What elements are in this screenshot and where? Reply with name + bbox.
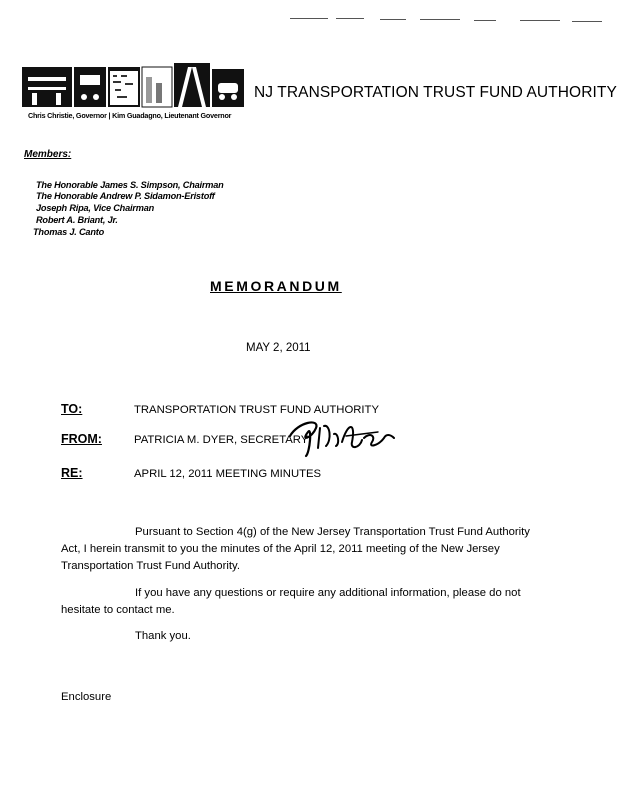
member-item: Joseph Ripa, Vice Chairman [36, 203, 155, 213]
org-name: NJ TRANSPORTATION TRUST FUND AUTHORITY [254, 84, 617, 101]
para1-line3: Transportation Trust Fund Authority. [61, 560, 240, 572]
memo-title: MEMORANDUM [210, 278, 342, 294]
signature [286, 412, 398, 458]
closing-text: Thank you. [135, 630, 191, 642]
member-item: Robert A. Briant, Jr. [36, 215, 118, 225]
signature-graphic [286, 412, 398, 458]
para2-line2: hesitate to contact me. [61, 604, 175, 616]
scan-artifact [474, 20, 496, 21]
logo-graphic [22, 63, 244, 109]
scan-artifact [572, 21, 602, 22]
from-value: PATRICIA M. DYER, SECRETARY [134, 434, 309, 446]
member-item: The Honorable James S. Simpson, Chairman [36, 180, 224, 190]
member-item: Thomas J. Canto [33, 227, 105, 237]
re-value: APRIL 12, 2011 MEETING MINUTES [134, 468, 322, 480]
scan-artifact [336, 18, 364, 19]
para2-line1: If you have any questions or require any additional information, please do not [135, 587, 521, 599]
authority-logo [22, 63, 244, 109]
para1-line2: Act, I herein transmit to you the minutes of the April 12, 2011 meeting of the New Jersey [61, 543, 500, 555]
scan-artifact [420, 19, 460, 20]
scan-artifact [520, 20, 560, 21]
member-item: The Honorable Andrew P. Sidamon-Eristoff [36, 191, 215, 201]
body-paragraph-2 [61, 585, 541, 619]
governor-line: Chris Christie, Governor | Kim Guadagno, Lieutenant Governor [28, 111, 232, 120]
from-label: FROM: [61, 432, 102, 446]
body-paragraph-1 [61, 524, 541, 575]
re-label: RE: [61, 466, 83, 480]
members-heading: Members: [24, 149, 72, 160]
scan-artifact [290, 18, 328, 19]
enclosure-text: Enclosure [61, 691, 112, 703]
memo-date: MAY 2, 2011 [246, 342, 311, 354]
to-label: TO: [61, 402, 83, 416]
para1-line1: Pursuant to Section 4(g) of the New Jersey Transportation Trust Fund Authority [135, 526, 530, 538]
scan-artifact [380, 19, 406, 20]
to-value: TRANSPORTATION TRUST FUND AUTHORITY [134, 404, 379, 416]
